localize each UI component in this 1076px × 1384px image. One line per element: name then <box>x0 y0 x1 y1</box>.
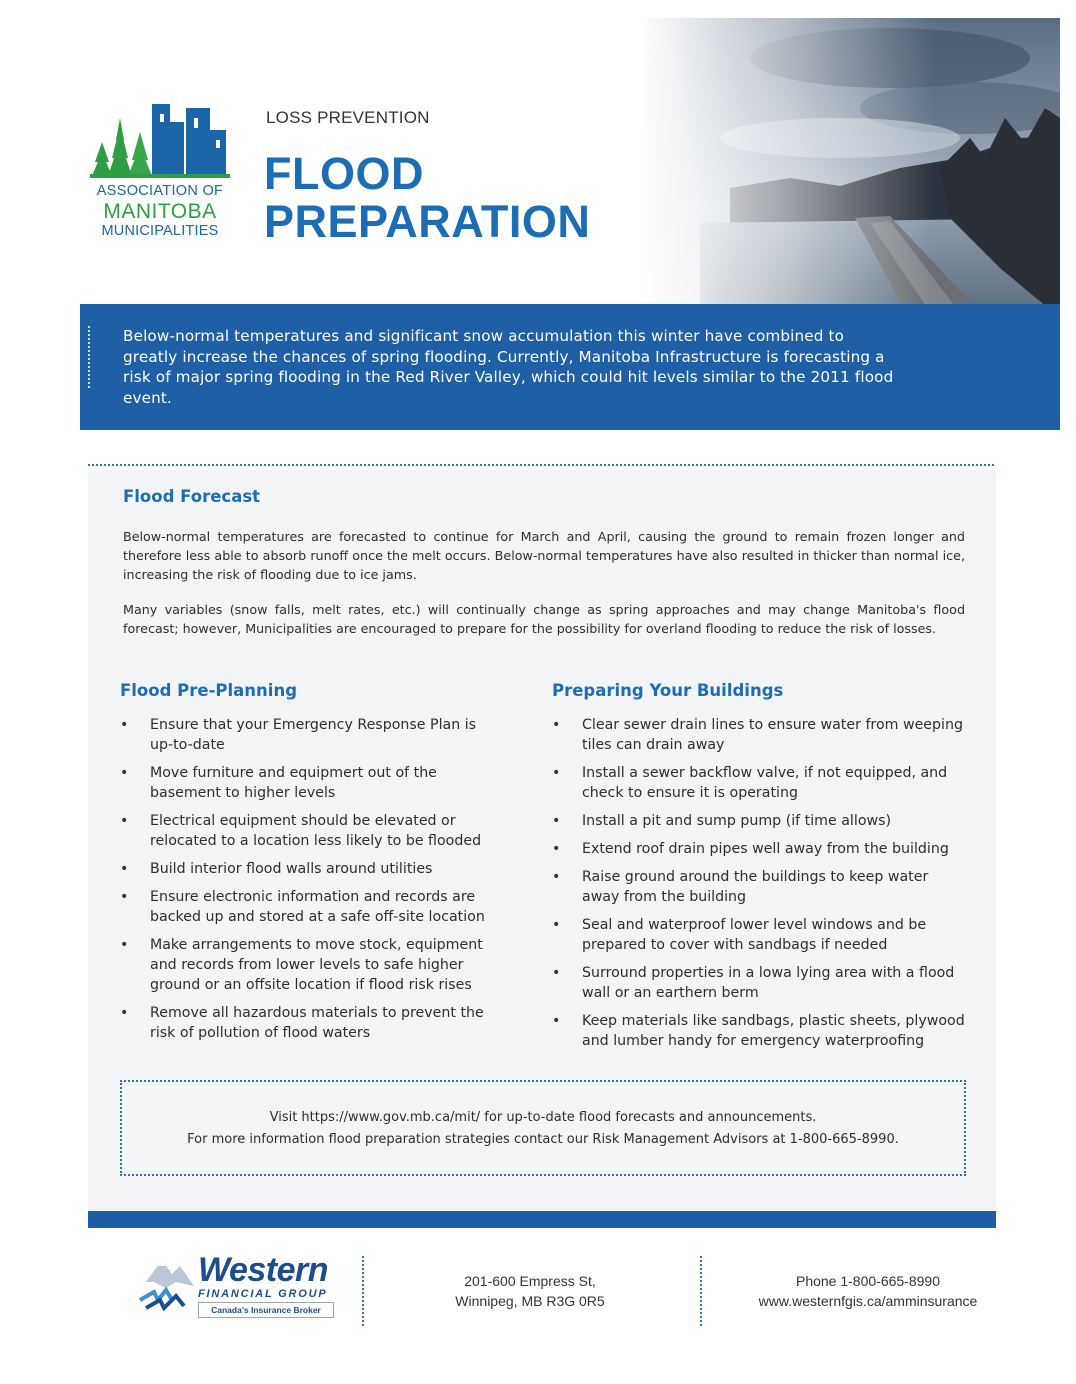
list-item: • Extend roof drain pipes well away from the building <box>550 839 970 859</box>
forecast-paragraph-2: Many variables (snow falls, melt rates, etc.) will continually change as spring approaches and may change Manitoba's flood forecast; however, Municipalities are encouraged to prepare for the possibility for overland flooding to reduce the risk of losses. <box>123 602 965 636</box>
list-item: • Keep materials like sandbags, plastic sheets, plywood and lumber handy for emergency waterproofing <box>550 1011 970 1051</box>
list-item: • Install a sewer backflow valve, if not equipped, and check to ensure it is operating <box>550 763 970 803</box>
address-line-2: Winnipeg, MB R3G 0R5 <box>455 1293 605 1309</box>
logo-line-3: MUNICIPALITIES <box>101 222 219 239</box>
forecast-paragraph-1: Below-normal temperatures are forecasted to continue for March and April, causing the ground to remain frozen longer and therefore less able to absorb runoff once the melt occurs. Below-normal temperatures have also resulted in thicker than normal ice, increasing the risk of flooding due to ice jams. <box>123 529 965 582</box>
list-item: • Surround properties in a lowa lying area with a flood wall or an earthern berm <box>550 963 970 1003</box>
footer-address <box>420 1271 640 1311</box>
list-item: • Ensure electronic information and records are backed up and stored at a safe off-site location <box>118 887 488 927</box>
dotted-separator <box>88 464 994 466</box>
title-line-2: PREPARATION <box>264 196 591 247</box>
list-item: • Clear sewer drain lines to ensure water from weeping tiles can drain away <box>550 715 970 755</box>
western-brand-sub: FINANCIAL GROUP <box>198 1288 328 1300</box>
footer-phone: Phone 1-800-665-8990 <box>795 1273 940 1289</box>
page-title <box>264 150 590 246</box>
preparing-buildings-heading: Preparing Your Buildings <box>552 681 784 700</box>
intro-dotted-rule <box>88 326 90 388</box>
preparing-buildings-list <box>550 715 970 1051</box>
list-item: • Electrical equipment should be elevated or relocated to a location less likely to be flooded <box>118 811 488 851</box>
intro-text: Below-normal temperatures and significant snow accumulation this winter have combined to greatly increase the chances of spring flooding. Currently, Manitoba Infrastructure is forecasting a risk of major spring flooding in the Red River Valley, which could hit levels similar to the 2011 flood event. <box>123 327 894 407</box>
logo-line-1: ASSOCIATION OF <box>96 183 224 199</box>
amm-logo <box>84 100 244 250</box>
footer-divider-2 <box>700 1256 702 1326</box>
list-item: • Ensure that your Emergency Response Plan is up-to-date <box>118 715 488 755</box>
pre-planning-heading: Flood Pre-Planning <box>120 681 298 700</box>
western-brand-name: Western <box>198 1251 329 1289</box>
amm-logo-icon <box>90 100 230 180</box>
address-line-1: 201-600 Empress St, <box>464 1273 596 1289</box>
list-item: • Raise ground around the buildings to keep water away from the building <box>550 867 970 907</box>
list-item: • Remove all hazardous materials to prevent the risk of pollution of flood waters <box>118 1003 488 1043</box>
kicker: LOSS PREVENTION <box>266 108 430 127</box>
list-item: • Build interior flood walls around utilities <box>118 859 488 879</box>
info-line-1: Visit https://www.gov.mb.ca/mit/ for up-to-date flood forecasts and announcements. <box>269 1110 817 1125</box>
list-item: • Seal and waterproof lower level windows and be prepared to cover with sandbags if needed <box>550 915 970 955</box>
western-financial-logo <box>136 1252 346 1332</box>
info-line-2: For more information flood preparation strategies contact our Risk Management Advisors at 1-800-665-8990. <box>187 1132 899 1147</box>
info-box <box>120 1080 966 1176</box>
footer-divider-1 <box>362 1256 364 1326</box>
western-brand-tag: Canada's Insurance Broker <box>198 1302 334 1318</box>
western-logo-icon <box>136 1252 198 1316</box>
list-item: • Make arrangements to move stock, equipment and records from lower levels to safe higher ground or an offsite location if flood risk rises <box>118 935 488 995</box>
pre-planning-list <box>118 715 488 1043</box>
footer-band <box>88 1211 996 1228</box>
logo-line-2: MANITOBA <box>103 199 217 223</box>
flood-forecast-heading: Flood Forecast <box>123 487 261 506</box>
list-item: • Move furniture and equipmert out of the basement to higher levels <box>118 763 488 803</box>
title-line-1: FLOOD <box>264 148 424 199</box>
amm-logo-text <box>84 184 236 238</box>
list-item: • Install a pit and sump pump (if time allows) <box>550 811 970 831</box>
footer-website[interactable]: www.westernfgis.ca/amminsurance <box>758 1293 978 1309</box>
footer-contact <box>730 1271 1006 1311</box>
